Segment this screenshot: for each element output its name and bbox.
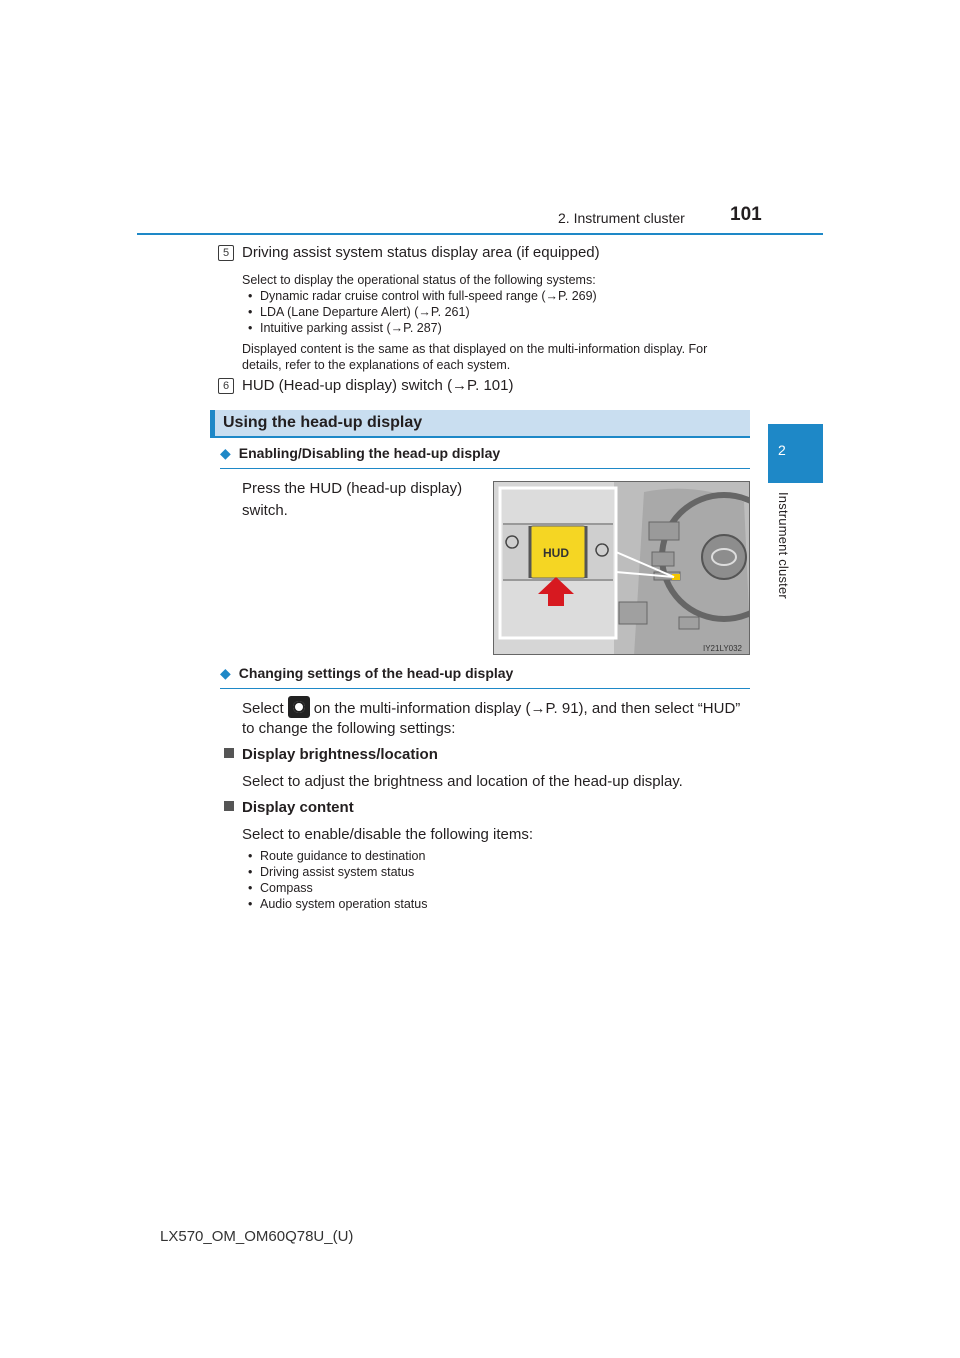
page-number: 101 [730, 204, 762, 225]
brightness-heading-text: Display brightness/location [242, 746, 438, 763]
chapter-title: 2. Instrument cluster [558, 210, 685, 226]
item-number-5: 5 [218, 245, 234, 261]
item-number-6: 6 [218, 378, 234, 394]
subheading-enable [220, 445, 750, 469]
enable-text-line1: Press the HUD (head-up display) [242, 480, 463, 497]
hud-button-label: HUD [543, 546, 569, 560]
chapter-side-label: Instrument cluster [776, 492, 791, 599]
settings-text-line1 [242, 696, 740, 720]
header-rule [137, 233, 823, 235]
subheading-settings-text: Changing settings of the head-up display [238, 665, 514, 681]
item5-bullet: • Dynamic radar cruise control with full-speed range (→P. 269) [248, 288, 597, 304]
settings-text-line2: to change the following settings: [242, 720, 456, 737]
item6-title: HUD (Head-up display) switch (→P. 101) [242, 377, 514, 394]
content-bullet: • Compass [248, 880, 313, 896]
settings-text-before-icon: Select [242, 700, 284, 717]
content-text: Select to enable/disable the following items: [242, 826, 534, 843]
brightness-text: Select to adjust the brightness and location of the head-up display. [242, 773, 683, 790]
square-bullet-icon [224, 801, 234, 811]
section-title: Using the head-up display [223, 414, 423, 431]
item5-title: Driving assist system status display area (if equipped) [242, 244, 600, 261]
figure-code: IY21LY032 [703, 644, 742, 653]
hud-switch-figure [493, 481, 750, 655]
item5-bullet: • LDA (Lane Departure Alert) (→P. 261) [248, 304, 470, 320]
content-bullet: • Audio system operation status [248, 896, 427, 912]
item5-note-line2: details, refer to the explanations of each system. [242, 358, 511, 372]
item5-intro: Select to display the operational status of the following systems: [242, 273, 596, 287]
hud-switch-illustration [494, 482, 750, 655]
enable-text-line2: switch. [242, 502, 288, 519]
diamond-icon: ◆ [220, 445, 231, 461]
chapter-side-tab: 2 [768, 424, 823, 483]
subheading-enable-text: Enabling/Disabling the head-up display [238, 445, 501, 461]
diamond-icon: ◆ [220, 665, 231, 681]
item5-bullet: • Intuitive parking assist (→P. 287) [248, 320, 442, 336]
item5-note-line1: Displayed content is the same as that displayed on the multi-information display. For [242, 342, 708, 356]
settings-text-after-icon: on the multi-information display (→P. 91), and then select “HUD” [313, 700, 741, 717]
section-header [210, 410, 750, 438]
footer-document-code: LX570_OM_OM60Q78U_(U) [160, 1228, 354, 1245]
content-heading-text: Display content [242, 799, 354, 816]
content-bullet: • Route guidance to destination [248, 848, 425, 864]
settings-gear-icon [288, 696, 310, 718]
subheading-settings [220, 665, 750, 689]
content-bullet: • Driving assist system status [248, 864, 414, 880]
brightness-heading [224, 746, 438, 763]
square-bullet-icon [224, 748, 234, 758]
content-heading [224, 799, 354, 816]
